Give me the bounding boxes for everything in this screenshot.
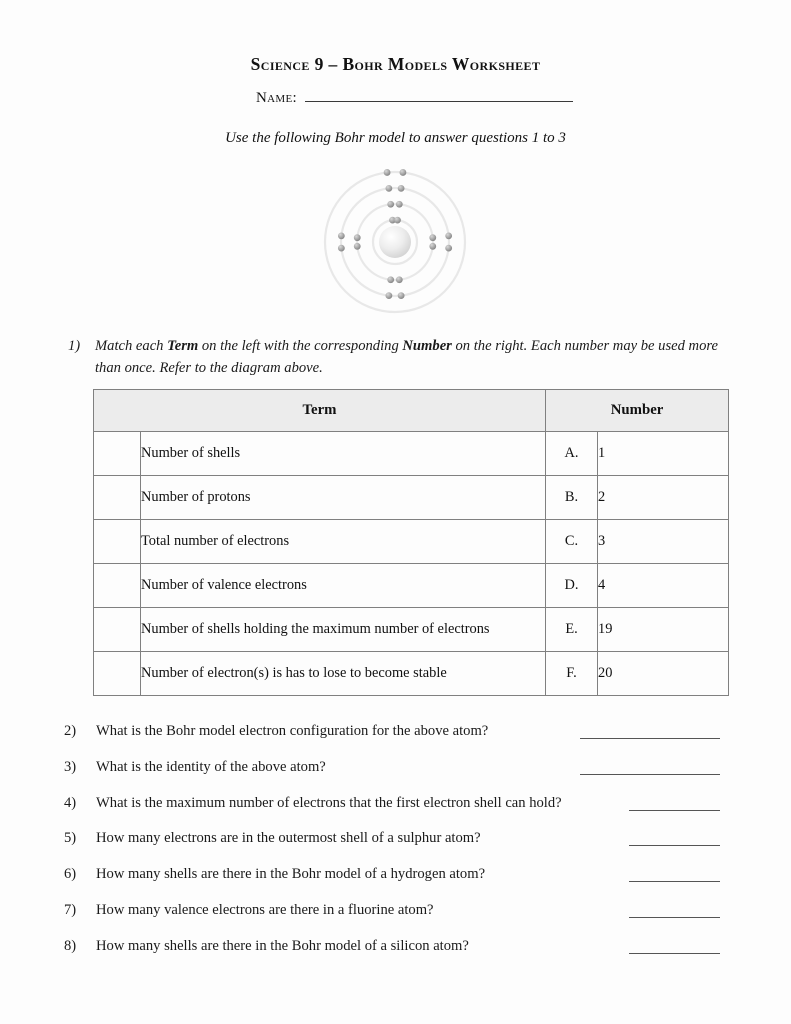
- question-row: [64, 795, 744, 831]
- question-text: What is the identity of the above atom?: [96, 758, 326, 775]
- electron: [385, 185, 392, 192]
- bohr-model-svg: [316, 166, 474, 318]
- page-title: Science 9 – Bohr Models Worksheet: [250, 54, 541, 74]
- question-row: [64, 830, 744, 866]
- answer-line[interactable]: [629, 845, 720, 846]
- electron: [394, 217, 401, 224]
- table-row: [94, 476, 729, 520]
- value-cell: 2: [598, 476, 729, 520]
- question-text: What is the maximum number of electrons that the first electron shell can hold?: [96, 794, 562, 811]
- electron: [396, 201, 403, 208]
- q1-seg-1: Match each: [95, 338, 168, 354]
- answer-cell[interactable]: [94, 652, 141, 696]
- table-head: [94, 390, 729, 432]
- instruction-text: Use the following Bohr model to answer questions 1 to 3: [225, 130, 566, 146]
- question-number: 4): [64, 794, 77, 811]
- question-row: [64, 723, 744, 759]
- letter-cell: F.: [546, 652, 598, 696]
- letter-cell: E.: [546, 608, 598, 652]
- answer-cell[interactable]: [94, 520, 141, 564]
- term-cell: Total number of electrons: [141, 520, 546, 564]
- bohr-model-diagram: [316, 166, 474, 318]
- answer-line[interactable]: [629, 810, 720, 811]
- answer-line[interactable]: [629, 917, 720, 918]
- q1-bold-term: Term: [167, 338, 199, 354]
- question-text: What is the Bohr model electron configuration for the above atom?: [96, 723, 489, 739]
- question-text: How many shells are there in the Bohr model of a silicon atom?: [96, 937, 469, 954]
- name-input-line[interactable]: [305, 101, 573, 102]
- table-row: [94, 520, 729, 564]
- electron: [387, 201, 394, 208]
- value-cell: 20: [598, 652, 729, 696]
- term-cell: Number of electron(s) is has to lose to become stable: [141, 652, 546, 696]
- question-text: How many electrons are in the outermost shell of a sulphur atom?: [96, 830, 481, 847]
- question-list: [64, 723, 744, 974]
- answer-line[interactable]: [580, 738, 720, 739]
- electron: [384, 169, 391, 176]
- electron: [354, 243, 361, 250]
- question-row: [64, 938, 744, 974]
- question-number: 3): [64, 758, 77, 775]
- answer-line[interactable]: [629, 881, 720, 882]
- table-row: [94, 432, 729, 476]
- question-row: [64, 759, 744, 795]
- term-cell: Number of shells: [141, 432, 546, 476]
- answer-line[interactable]: [580, 774, 720, 775]
- nucleus: [379, 226, 411, 258]
- electron: [354, 234, 361, 241]
- electron: [338, 232, 345, 239]
- table-row: [94, 608, 729, 652]
- table-row: [94, 652, 729, 696]
- value-cell: 3: [598, 520, 729, 564]
- answer-cell[interactable]: [94, 476, 141, 520]
- question-1-text: [95, 336, 728, 379]
- letter-cell: A.: [546, 432, 598, 476]
- electron: [429, 234, 436, 241]
- answer-cell[interactable]: [94, 432, 141, 476]
- electron: [400, 169, 407, 176]
- answer-line[interactable]: [629, 953, 720, 954]
- electron: [398, 185, 405, 192]
- electron: [387, 276, 394, 283]
- question-number: 8): [64, 937, 77, 954]
- question-row: [64, 866, 744, 902]
- question-text: How many shells are there in the Bohr model of a hydrogen atom?: [96, 866, 486, 883]
- question-1: [68, 336, 728, 379]
- question-number: 2): [64, 723, 77, 739]
- term-cell: Number of protons: [141, 476, 546, 520]
- matching-table: [93, 389, 729, 696]
- answer-cell[interactable]: [94, 564, 141, 608]
- table-row: [94, 564, 729, 608]
- question-text: How many valence electrons are there in a fluorine atom?: [96, 901, 434, 918]
- column-header-term: Term: [94, 390, 546, 432]
- question-number: 7): [64, 901, 77, 918]
- table-body: [94, 432, 729, 696]
- letter-cell: B.: [546, 476, 598, 520]
- electron: [445, 245, 452, 252]
- term-cell: Number of valence electrons: [141, 564, 546, 608]
- q1-seg-3: on the right. Each number may be used more than once. Refer to the diagram above.: [95, 338, 719, 376]
- electron: [445, 232, 452, 239]
- electron: [385, 292, 392, 299]
- letter-cell: D.: [546, 564, 598, 608]
- question-row: [64, 902, 744, 938]
- column-header-number: Number: [546, 390, 729, 432]
- name-label: Name:: [256, 90, 297, 106]
- q1-bold-number: Number: [402, 338, 452, 354]
- name-field-row: [256, 90, 573, 107]
- electron: [396, 276, 403, 283]
- value-cell: 1: [598, 432, 729, 476]
- electron: [338, 245, 345, 252]
- letter-cell: C.: [546, 520, 598, 564]
- electron: [398, 292, 405, 299]
- question-1-number: 1): [68, 338, 81, 354]
- q1-seg-2: on the left with the corresponding: [198, 338, 403, 354]
- answer-cell[interactable]: [94, 608, 141, 652]
- question-number: 5): [64, 830, 77, 847]
- table-header-row: [94, 390, 729, 432]
- question-number: 6): [64, 866, 77, 883]
- value-cell: 19: [598, 608, 729, 652]
- electron: [429, 243, 436, 250]
- value-cell: 4: [598, 564, 729, 608]
- term-cell: Number of shells holding the maximum number of electrons: [141, 608, 546, 652]
